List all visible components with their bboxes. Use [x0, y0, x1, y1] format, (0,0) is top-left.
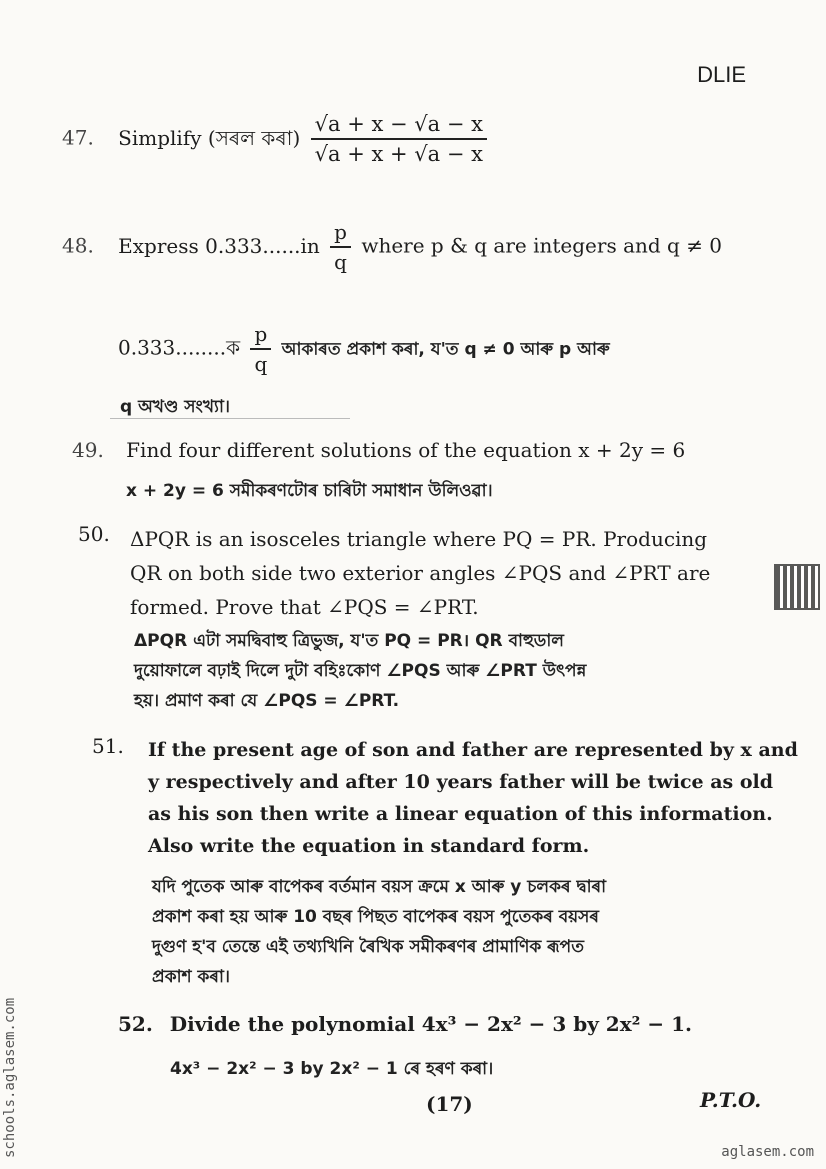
qr-code-icon [774, 564, 820, 610]
fraction-denominator: √a + x + √a − x [314, 142, 483, 166]
question-number: 52. [118, 1012, 153, 1036]
fraction-denominator: q [334, 250, 347, 274]
question-47 [62, 112, 491, 166]
assamese-text: q অখণ্ড সংখ্যা। [120, 397, 230, 417]
fraction-denominator: q [254, 352, 268, 376]
assamese-text: 0.333........ক [118, 335, 241, 360]
fraction-numerator: √a + x − √a − x [311, 112, 487, 140]
assamese-text: আকাৰত প্ৰকাশ কৰা, য'ত q ≠ 0 আৰু p আৰু [281, 339, 610, 360]
divider [110, 418, 350, 419]
watermark-left: schools.aglasem.com [2, 997, 18, 1158]
question-51-assamese [152, 872, 606, 992]
fraction [330, 220, 351, 274]
question-51 [148, 734, 798, 862]
question-number: 51. [92, 734, 124, 758]
question-number: 47. [62, 125, 94, 150]
fraction [250, 322, 271, 376]
question-48-assamese [118, 322, 610, 376]
assamese-line: প্ৰকাশ কৰা। [152, 967, 230, 987]
question-text: Simplify (সৰল কৰা) [118, 125, 301, 150]
question-number: 48. [62, 233, 94, 258]
question-52 [118, 1012, 692, 1036]
assamese-line: প্ৰকাশ কৰা হয় আৰু 10 বছৰ পিছত বাপেকৰ বয়স পুতেকৰ বয়সৰ [152, 907, 599, 927]
question-48 [62, 220, 722, 274]
assamese-line: হয়। প্ৰমাণ কৰা যে ∠PQS = ∠PRT. [134, 691, 400, 711]
question-line: as his son then write a linear equation of this information. [148, 803, 773, 825]
watermark-right: aglasem.com [721, 1144, 814, 1160]
assamese-line: যদি পুতেক আৰু বাপেকৰ বৰ্তমান বয়স ক্ৰমে x আৰু y চলকৰ দ্বাৰা [152, 877, 607, 897]
fraction-numerator: p [250, 322, 271, 350]
assamese-text: 4x³ − 2x² − 3 by 2x² − 1 ৰে হৰণ কৰা। [170, 1059, 494, 1079]
question-50 [130, 522, 710, 624]
question-50-assamese [134, 626, 586, 716]
question-text: Express 0.333......in [118, 233, 320, 258]
pto-label: P.T.O. [700, 1088, 762, 1112]
question-line: QR on both side two exterior angles ∠PQS and ∠PRT are [130, 561, 711, 585]
assamese-line: ΔPQR এটা সমদ্বিবাহু ত্ৰিভুজ, য'ত PQ = PR। QR বাহুডাল [134, 631, 564, 651]
page-number: (17) [426, 1092, 473, 1116]
question-49 [72, 438, 685, 462]
question-line: formed. Prove that ∠PQS = ∠PRT. [130, 595, 479, 619]
assamese-line: দুয়োফালে বঢ়াই দিলে দুটা বহিঃকোণ ∠PQS আৰু ∠PRT উৎপন্ন [134, 661, 587, 681]
paper-code: DLIE [697, 62, 746, 87]
question-line: Also write the equation in standard form. [148, 835, 590, 857]
question-text: Find four different solutions of the equation x + 2y = 6 [126, 438, 686, 462]
question-number: 49. [72, 438, 104, 462]
assamese-line: দুগুণ হ'ব তেন্তে এই তথ্যখিনি ৰৈখিক সমীকৰণৰ প্ৰামাণিক ৰূপত [152, 937, 584, 957]
question-text: where p & q are integers and q ≠ 0 [361, 233, 723, 258]
question-line: y respectively and after 10 years father will be twice as old [148, 771, 774, 793]
question-number: 50. [78, 522, 110, 546]
assamese-text: x + 2y = 6 সমীকৰণটোৰ চাৰিটা সমাধান উলিওৱা। [126, 481, 493, 501]
question-line: If the present age of son and father are represented by x and [148, 739, 798, 761]
question-text: Divide the polynomial 4x³ − 2x² − 3 by 2x² − 1. [169, 1012, 692, 1036]
question-line: ΔPQR is an isosceles triangle where PQ = PR. Producing [130, 527, 708, 551]
fraction-numerator: p [330, 220, 351, 248]
fraction [311, 112, 487, 166]
